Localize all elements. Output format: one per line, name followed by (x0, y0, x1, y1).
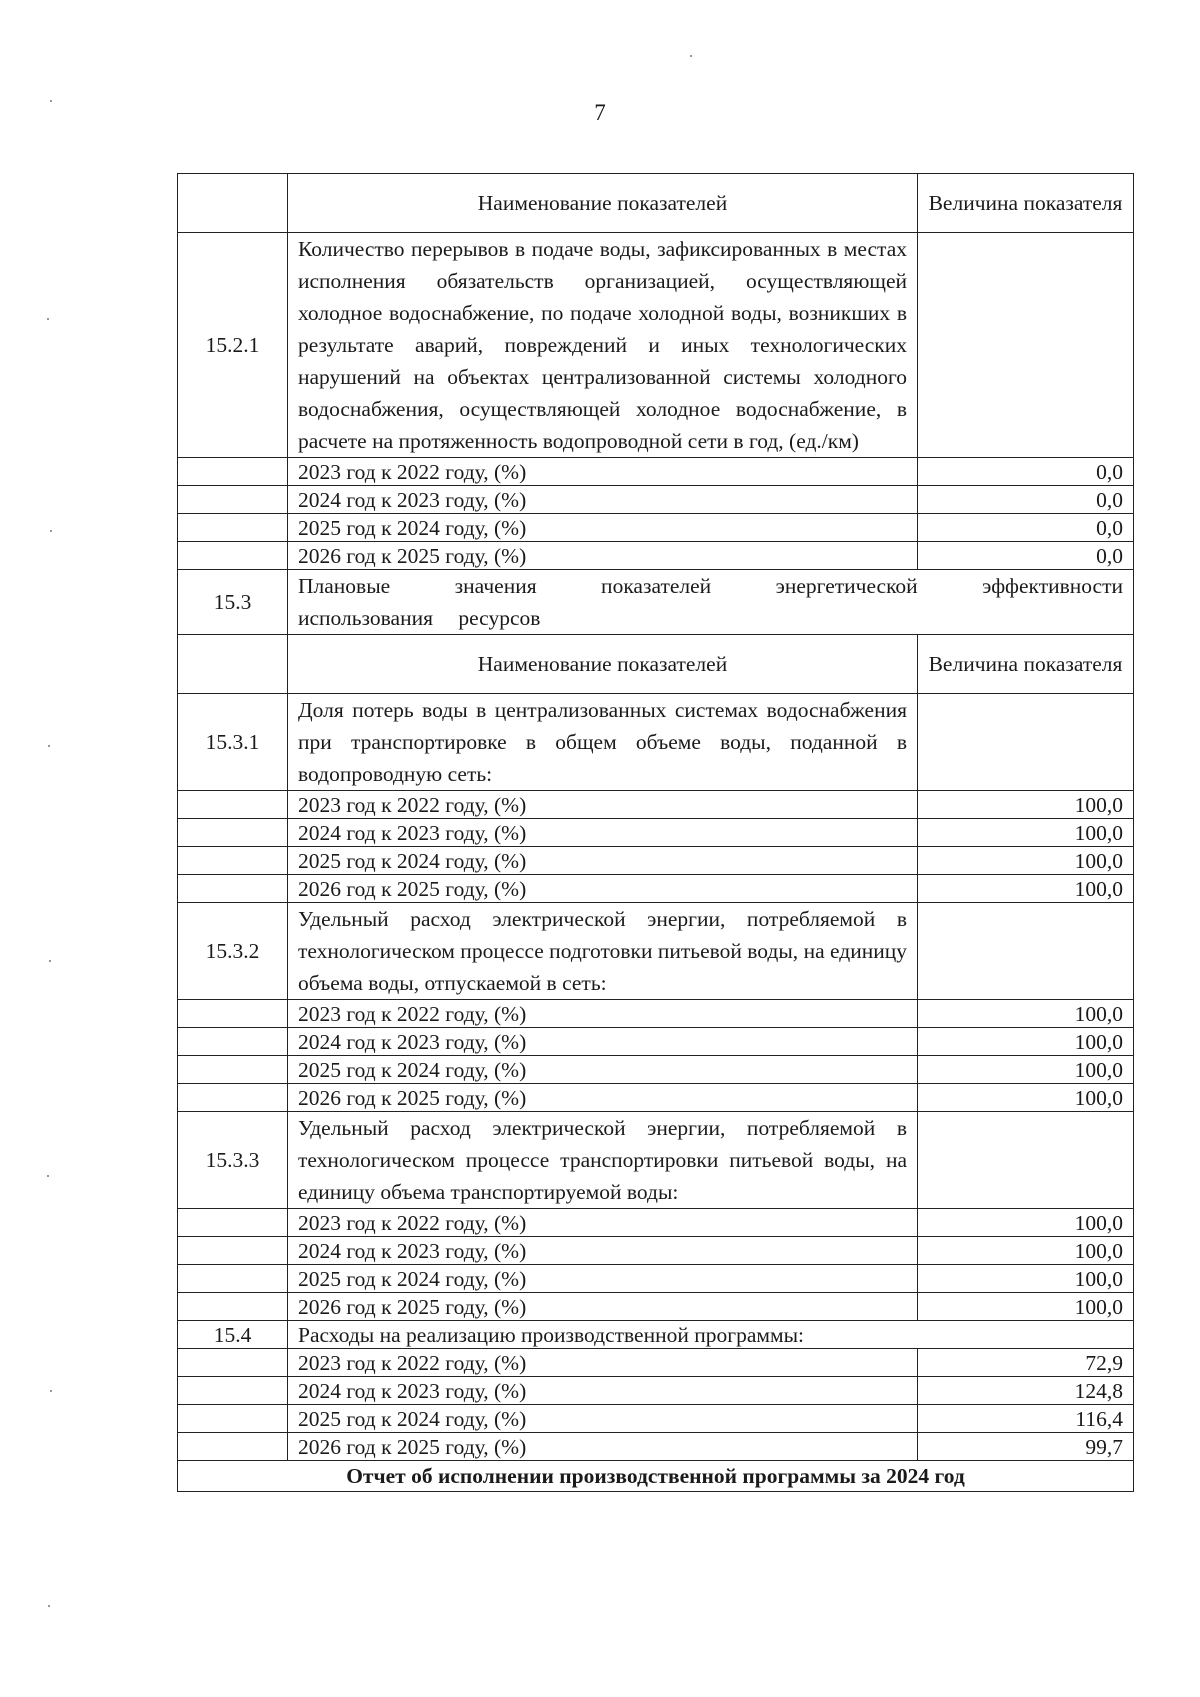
row-value: 100,0 (918, 1293, 1134, 1321)
row-num-empty (178, 1056, 288, 1084)
row-value: 100,0 (918, 1209, 1134, 1237)
section-number: 15.3.3 (178, 1112, 288, 1209)
row-num-empty (178, 1405, 288, 1433)
section-title: Удельный расход электрической энергии, потребляемой в технологическом процессе подготовки питьевой воды, на единицу объема воды, отпускаемой в сеть: (288, 903, 918, 1000)
row-value: 100,0 (918, 1084, 1134, 1112)
scan-speck (47, 1175, 49, 1177)
row-label: 2025 год к 2024 году, (%) (288, 1405, 918, 1433)
row-label: 2026 год к 2025 году, (%) (288, 1433, 918, 1461)
row-label: 2024 год к 2023 году, (%) (288, 1028, 918, 1056)
table-row (178, 1000, 1134, 1028)
row-num-empty (178, 542, 288, 570)
table-row (178, 1209, 1134, 1237)
row-label: 2023 год к 2022 году, (%) (288, 791, 918, 819)
row-value: 124,8 (918, 1377, 1134, 1405)
row-num-empty (178, 1349, 288, 1377)
section-row (178, 903, 1134, 1000)
indicators-table (177, 173, 1134, 1492)
row-label: 2024 год к 2023 году, (%) (288, 1237, 918, 1265)
table-row (178, 542, 1134, 570)
row-label: 2024 год к 2023 году, (%) (288, 486, 918, 514)
row-num-empty (178, 1237, 288, 1265)
row-num-empty (178, 1433, 288, 1461)
row-num-empty (178, 1265, 288, 1293)
section-number: 15.3.1 (178, 694, 288, 791)
row-value: 100,0 (918, 1265, 1134, 1293)
row-label: 2026 год к 2025 году, (%) (288, 1293, 918, 1321)
page-number: 7 (594, 100, 606, 125)
table-row (178, 1405, 1134, 1433)
row-value: 72,9 (918, 1349, 1134, 1377)
row-value: 100,0 (918, 875, 1134, 903)
section-number: 15.4 (178, 1321, 288, 1349)
section-number: 15.3 (178, 570, 288, 635)
row-label: 2025 год к 2024 году, (%) (288, 1056, 918, 1084)
row-value: 116,4 (918, 1405, 1134, 1433)
row-label: 2023 год к 2022 году, (%) (288, 1209, 918, 1237)
section-row (178, 570, 1134, 635)
row-value: 0,0 (918, 486, 1134, 514)
row-num-empty (178, 1084, 288, 1112)
row-num-empty (178, 1028, 288, 1056)
row-value: 100,0 (918, 1000, 1134, 1028)
row-num-empty (178, 458, 288, 486)
section-title: Плановые значения показателей энергетической эффективности использования ресурсов (288, 570, 1134, 635)
row-value: 0,0 (918, 458, 1134, 486)
row-num-empty (178, 847, 288, 875)
scan-speck (50, 530, 52, 532)
row-value: 100,0 (918, 791, 1134, 819)
table-row (178, 1349, 1134, 1377)
header-num-cell (178, 174, 288, 233)
table-row (178, 1056, 1134, 1084)
scan-speck (50, 100, 52, 102)
table-row (178, 1293, 1134, 1321)
row-num-empty (178, 1377, 288, 1405)
table-row (178, 486, 1134, 514)
row-label: 2023 год к 2022 году, (%) (288, 458, 918, 486)
section-row (178, 1112, 1134, 1209)
row-num-empty (178, 1000, 288, 1028)
row-num-empty (178, 819, 288, 847)
row-value: 99,7 (918, 1433, 1134, 1461)
table-row (178, 791, 1134, 819)
scan-speck (48, 1605, 50, 1607)
section-number: 15.3.2 (178, 903, 288, 1000)
row-label: 2023 год к 2022 году, (%) (288, 1000, 918, 1028)
header-name-cell: Наименование показателей (288, 635, 918, 694)
scan-speck (47, 318, 49, 320)
section-row (178, 694, 1134, 791)
row-num-empty (178, 875, 288, 903)
row-label: 2023 год к 2022 году, (%) (288, 1349, 918, 1377)
scan-speck (48, 745, 50, 747)
table-row (178, 1237, 1134, 1265)
scan-speck (49, 960, 51, 962)
row-value: 100,0 (918, 1056, 1134, 1084)
table-row (178, 1377, 1134, 1405)
table-header-row (178, 635, 1134, 694)
section-row (178, 233, 1134, 458)
scan-speck (690, 55, 692, 57)
row-num-empty (178, 791, 288, 819)
table-row (178, 1265, 1134, 1293)
table-row (178, 514, 1134, 542)
table-row (178, 1433, 1134, 1461)
section-row (178, 1321, 1134, 1349)
section-value-empty (918, 1112, 1134, 1209)
row-label: 2026 год к 2025 году, (%) (288, 1084, 918, 1112)
table-row (178, 875, 1134, 903)
section-value-empty (918, 694, 1134, 791)
section-number: 15.2.1 (178, 233, 288, 458)
row-value: 0,0 (918, 514, 1134, 542)
row-label: 2025 год к 2024 году, (%) (288, 1265, 918, 1293)
header-value-cell: Величина показателя (918, 635, 1134, 694)
row-num-empty (178, 1209, 288, 1237)
row-value: 100,0 (918, 1028, 1134, 1056)
section-title: Доля потерь воды в централизованных системах водоснабжения при транспортировке в общем объеме воды, поданной в водопроводную сеть: (288, 694, 918, 791)
row-label: 2025 год к 2024 году, (%) (288, 514, 918, 542)
row-num-empty (178, 514, 288, 542)
section-title: Удельный расход электрической энергии, потребляемой в технологическом процессе транспортировки питьевой воды, на единицу объема транспортируемой воды: (288, 1112, 918, 1209)
section-title: Количество перерывов в подаче воды, зафиксированных в местах исполнения обязательств организацией, осуществляющей холодное водоснабжение, по подаче холодной воды, возникших в результате аварий, повреждений и иных технологических нарушений на объектах централизованной системы холодного водоснабжения, осуществляющей холодное водоснабжение, в расчете на протяженность водопроводной сети в год, (ед./км) (288, 233, 918, 458)
report-title: Отчет об исполнении производственной программы за 2024 год (178, 1461, 1134, 1492)
section-title: Расходы на реализацию производственной программы: (288, 1321, 1134, 1349)
table-row (178, 458, 1134, 486)
row-label: 2024 год к 2023 году, (%) (288, 819, 918, 847)
row-label: 2025 год к 2024 году, (%) (288, 847, 918, 875)
row-label: 2026 год к 2025 году, (%) (288, 875, 918, 903)
table-row (178, 847, 1134, 875)
row-num-empty (178, 486, 288, 514)
row-value: 100,0 (918, 819, 1134, 847)
table-row (178, 819, 1134, 847)
scan-speck (50, 1390, 52, 1392)
table-header-row (178, 174, 1134, 233)
table-row (178, 1028, 1134, 1056)
section-value-empty (918, 903, 1134, 1000)
section-value-empty (918, 233, 1134, 458)
header-name-cell: Наименование показателей (288, 174, 918, 233)
header-value-cell: Величина показателя (918, 174, 1134, 233)
table-row (178, 1084, 1134, 1112)
row-label: 2024 год к 2023 году, (%) (288, 1377, 918, 1405)
row-num-empty (178, 1293, 288, 1321)
row-value: 100,0 (918, 1237, 1134, 1265)
report-title-row (178, 1461, 1134, 1492)
row-value: 100,0 (918, 847, 1134, 875)
row-value: 0,0 (918, 542, 1134, 570)
row-label: 2026 год к 2025 году, (%) (288, 542, 918, 570)
header-num-cell (178, 635, 288, 694)
